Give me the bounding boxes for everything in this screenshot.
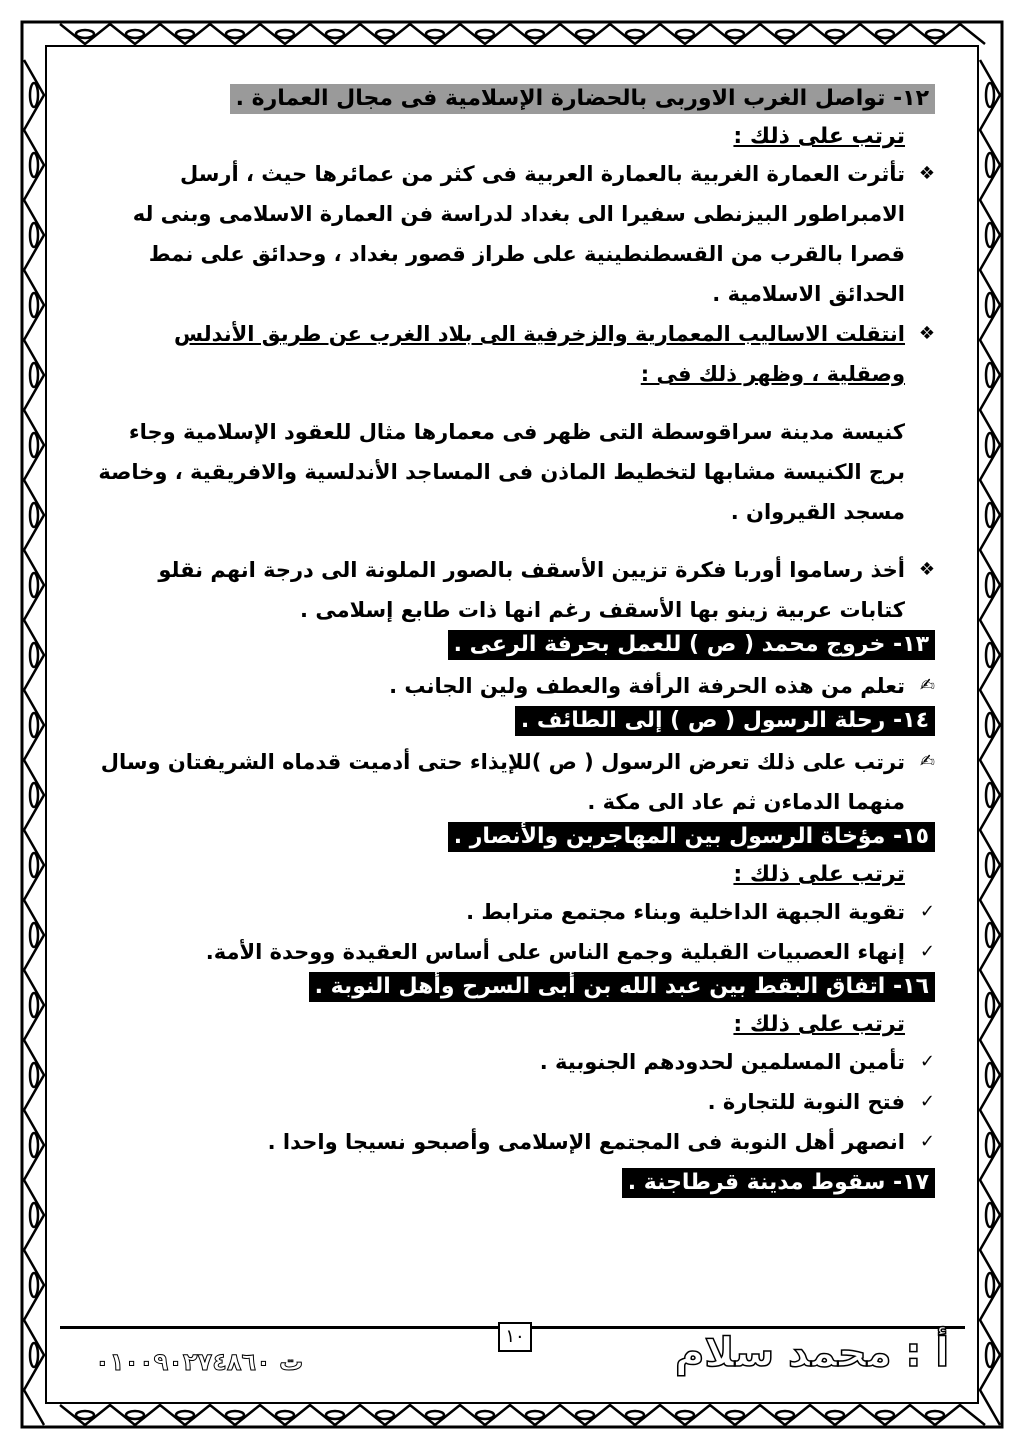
check-item: ✓ انصهر أهل النوبة فى المجتمع الإسلامى وأصبحو نسيجا واحدا . (95, 1122, 935, 1162)
check-icon: ✓ (919, 1091, 935, 1112)
check-item: ✓ تأمين المسلمين لحدودهم الجنوبية . (95, 1042, 935, 1082)
section-heading-15: ١٥- مؤخاة الرسول بين المهاجربن والأنصار . (448, 822, 935, 852)
consequence-label: ترتب على ذلك : (733, 124, 905, 149)
check-icon: ✓ (919, 1051, 935, 1072)
check-icon: ✓ (919, 1131, 935, 1152)
section-heading-12: ١٢- تواصل الغرب الاوربى بالحضارة الإسلامية فى مجال العمارة . (230, 84, 935, 114)
bullet-item: ❖ انتقلت الاساليب المعمارية والزخرفية الى بلاد الغرب عن طريق الأندلس وصقلية ، وظهر ذلك فى : (95, 314, 935, 394)
paragraph: كنيسة مدينة سراقوسطة التى ظهر فى معمارها مثال للعقود الإسلامية وجاء برج الكنيسة مشابها لتخطيط الماذن فى المساجد الأندلسية والافريقية ، وخاصة مسجد القيروان . (98, 420, 905, 524)
pen-item: ✍ ترتب على ذلك تعرض الرسول ( ص )للإيذاء حتى أدميت قدماه الشريفتان وسال منهما الدماءن ثم عاد الى مكة . (95, 742, 935, 822)
diamond-bullet-icon: ❖ (918, 559, 935, 580)
check-icon: ✓ (919, 941, 935, 962)
section-heading-14: ١٤- رحلة الرسول ( ص ) إلى الطائف . (515, 706, 935, 736)
section-heading-13: ١٣- خروج محمد ( ص ) للعمل بحرفة الرعى . (448, 630, 935, 660)
diamond-bullet-icon: ❖ (918, 323, 935, 344)
page-number: ١٠ (498, 1322, 532, 1352)
check-item: ✓ إنهاء العصبيات القبلية وجمع الناس على أساس العقيدة ووحدة الأمة. (95, 932, 935, 972)
pen-item: ✍ تعلم من هذه الحرفة الرأفة والعطف ولين الجانب . (95, 666, 935, 706)
page-content (95, 84, 935, 1204)
bullet-item: ❖ تأثرت العمارة الغربية بالعمارة العربية فى كثر من عمائرها حيث ، أرسل الامبراطور البيزنطى سفيرا الى بغداد لدراسة فن العمارة الاسلامى وبنى له قصرا بالقرب من القسطنطينية على طراز قصور بغداد ، وحدائق على نمط الحدائق الاسلامية . (95, 154, 935, 314)
diamond-bullet-icon: ❖ (918, 163, 935, 184)
check-item: ✓ تقوية الجبهة الداخلية وبناء مجتمع مترابط . (95, 892, 935, 932)
check-item: ✓ فتح النوبة للتجارة . (95, 1082, 935, 1122)
check-icon: ✓ (919, 901, 935, 922)
consequence-label: ترتب على ذلك : (733, 1012, 905, 1037)
section-heading-17: ١٧- سقوط مدينة قرطاجنة . (622, 1168, 935, 1198)
pen-icon: ✍ (919, 675, 935, 696)
author-name: أ : محمد سلام (675, 1330, 950, 1376)
pen-icon: ✍ (919, 751, 935, 772)
section-heading-16: ١٦- اتفاق البقط بين عبد الله بن أبى السرح وأهل النوبة . (309, 972, 935, 1002)
footer-phone: ت ٠١٠٠٩٠٢٧٤٨٦٠ (95, 1348, 304, 1376)
consequence-label: ترتب على ذلك : (733, 862, 905, 887)
bullet-item: ❖ أخذ رساموا أوربا فكرة تزيين الأسقف بالصور الملونة الى درجة انهم نقلو كتابات عربية زينو بها الأسقف رغم انها ذات طابع إسلامى . (95, 550, 935, 630)
